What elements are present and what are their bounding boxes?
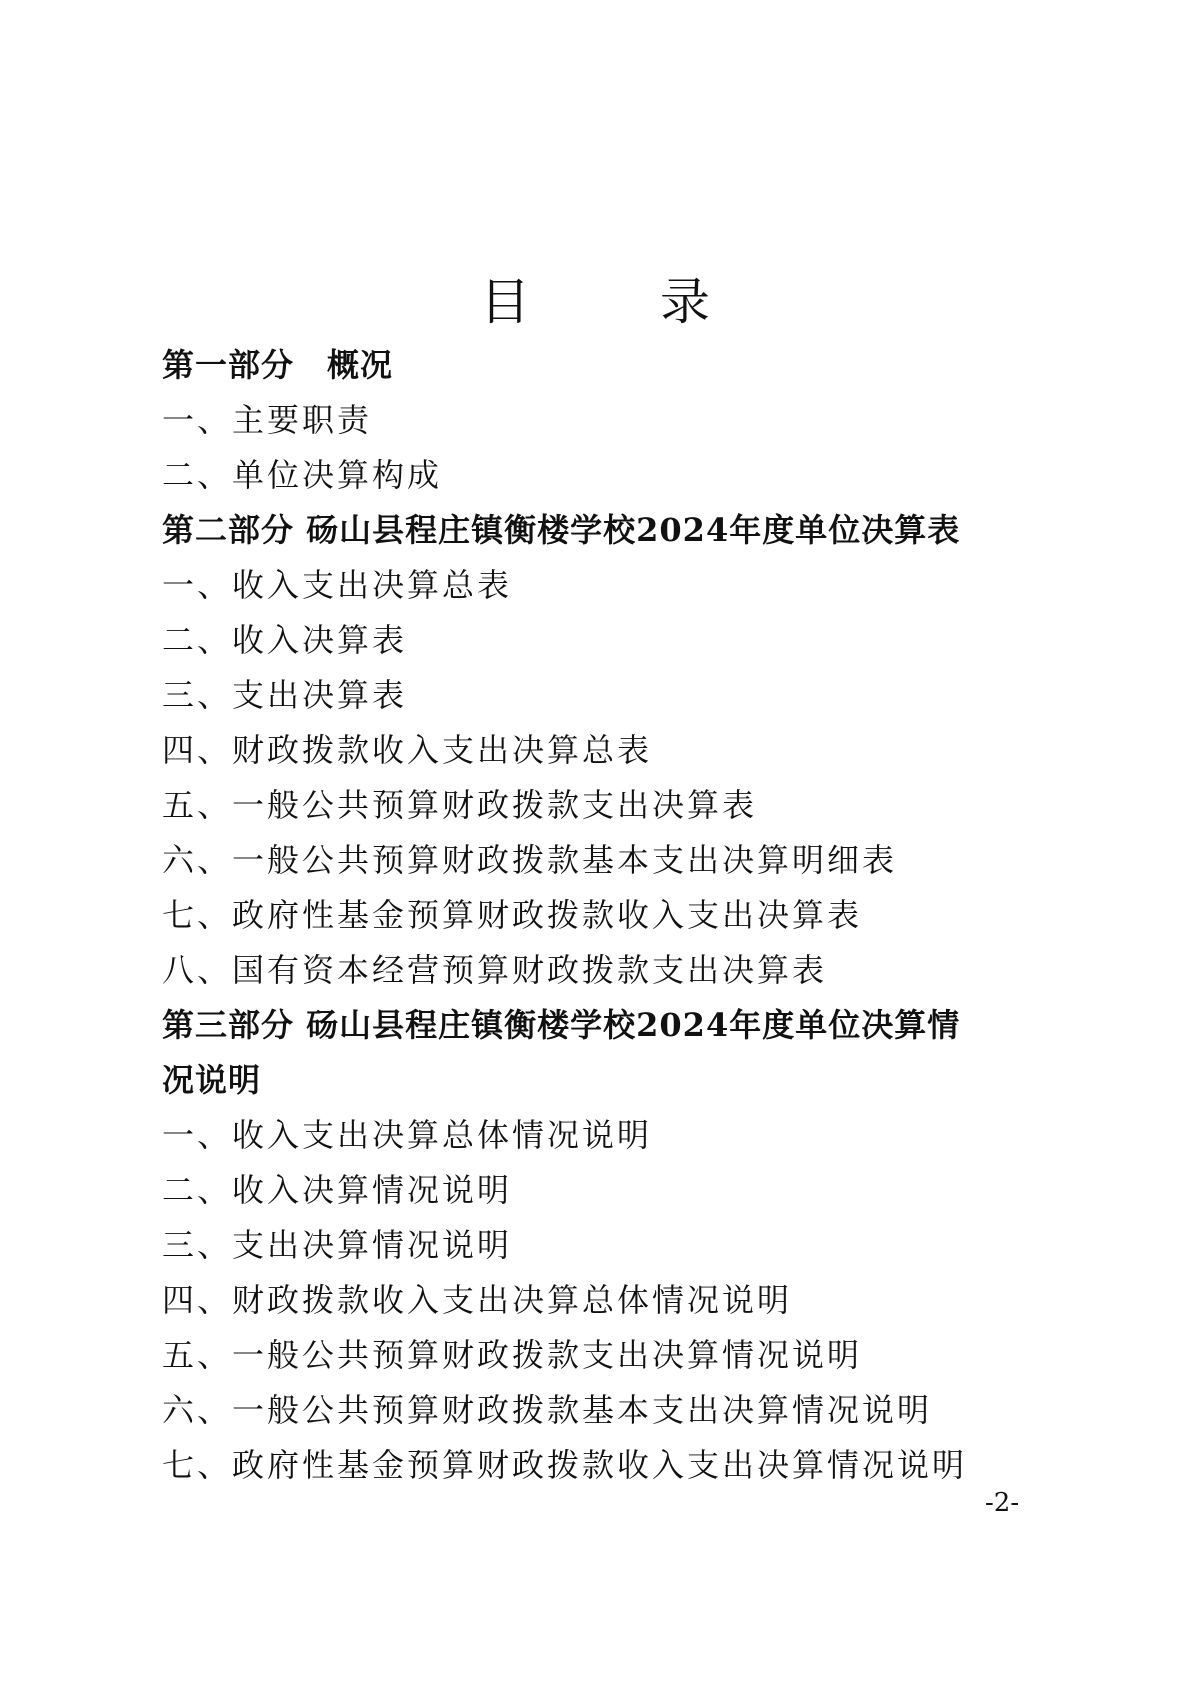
toc-part2-item-7[interactable]: 七、政府性基金预算财政拨款收入支出决算表 [162, 896, 863, 934]
toc-part3-item-2[interactable]: 二、收入决算情况说明 [162, 1171, 513, 1209]
table-of-contents [162, 338, 1062, 1493]
toc-part3-heading-line1[interactable]: 第三部分 砀山县程庄镇衡楼学校2024年度单位决算情 [162, 1006, 961, 1044]
toc-title: 目 录 [480, 273, 750, 331]
toc-part1-item-2[interactable]: 二、单位决算构成 [162, 456, 443, 494]
toc-part2-heading[interactable]: 第二部分 砀山县程庄镇衡楼学校2024年度单位决算表 [162, 511, 961, 549]
toc-part1-heading[interactable]: 第一部分 概况 [162, 346, 394, 384]
toc-part3-item-3[interactable]: 三、支出决算情况说明 [162, 1226, 513, 1264]
toc-part3-item-7[interactable]: 七、政府性基金预算财政拨款收入支出决算情况说明 [162, 1446, 968, 1484]
toc-part3-heading-line2[interactable]: 况说明 [162, 1061, 262, 1099]
toc-part3-item-6[interactable]: 六、一般公共预算财政拨款基本支出决算情况说明 [162, 1391, 933, 1429]
toc-part2-item-3[interactable]: 三、支出决算表 [162, 676, 408, 714]
page-number: -2- [985, 1488, 1020, 1518]
toc-part1-item-1[interactable]: 一、主要职责 [162, 401, 373, 439]
toc-part3-item-4[interactable]: 四、财政拨款收入支出决算总体情况说明 [162, 1281, 793, 1319]
toc-part2-item-4[interactable]: 四、财政拨款收入支出决算总表 [162, 731, 653, 769]
toc-part2-item-6[interactable]: 六、一般公共预算财政拨款基本支出决算明细表 [162, 841, 898, 879]
toc-part2-item-8[interactable]: 八、国有资本经营预算财政拨款支出决算表 [162, 951, 828, 989]
toc-part2-item-5[interactable]: 五、一般公共预算财政拨款支出决算表 [162, 786, 758, 824]
toc-part2-item-1[interactable]: 一、收入支出决算总表 [162, 566, 513, 604]
toc-part3-item-1[interactable]: 一、收入支出决算总体情况说明 [162, 1116, 653, 1154]
toc-part2-item-2[interactable]: 二、收入决算表 [162, 621, 408, 659]
toc-part3-item-5[interactable]: 五、一般公共预算财政拨款支出决算情况说明 [162, 1336, 863, 1374]
